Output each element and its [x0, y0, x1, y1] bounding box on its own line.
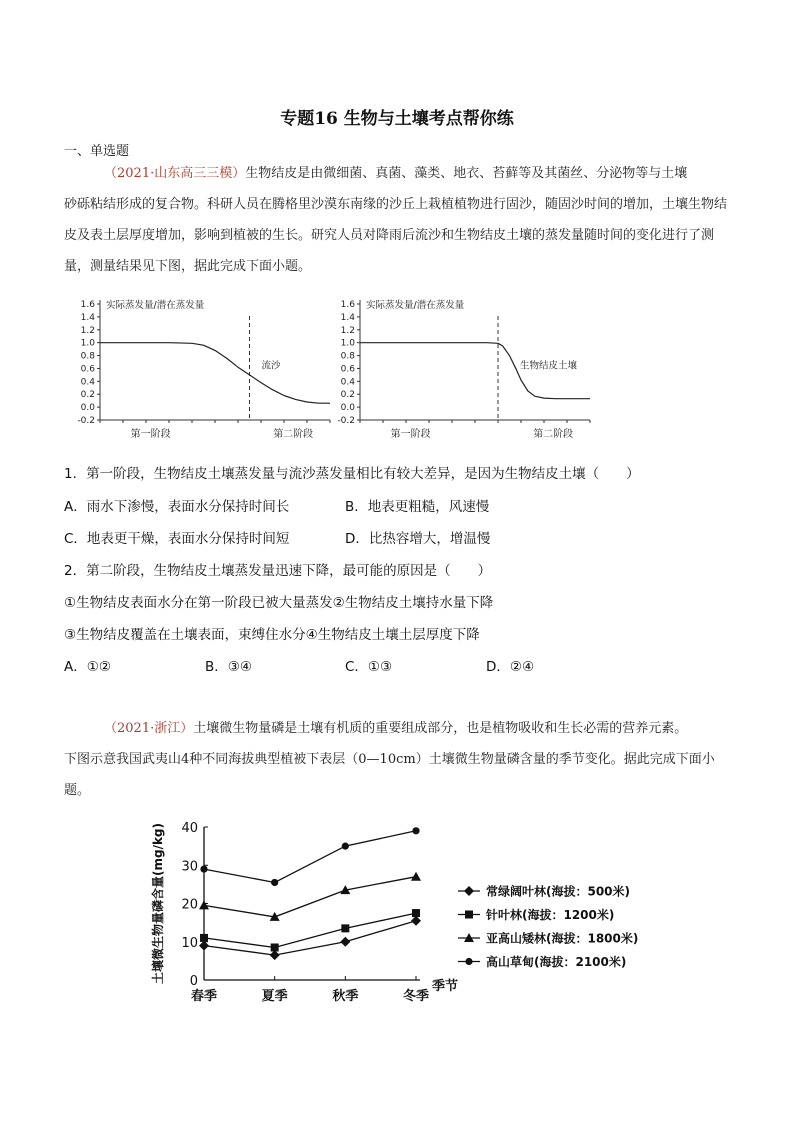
x-label-stage-1: 第一阶段: [390, 429, 431, 440]
question-1-stem: 1．第一阶段，生物结皮土壤蒸发量与流沙蒸发量相比有较大差异，是因为生物结皮土壤（ ）: [64, 466, 640, 482]
chart-sand-plot: [77, 299, 330, 440]
passage-2-source: （2021·浙江）: [104, 721, 194, 736]
series-line-triangle: [204, 877, 416, 917]
data-point-diamond: [411, 916, 421, 926]
y-tick-label: 30: [181, 859, 198, 875]
x-tick-label: 秋季: [332, 989, 359, 1004]
data-point-circle: [271, 879, 278, 886]
question-2-option-d[interactable]: D．②④: [486, 659, 535, 675]
passage-1-rest: 砂砾粘结形成的复合物。科研人员在腾格里沙漠东南缘的沙丘上栽植植物进行固沙，随固沙时间的增加，土壤生物结皮及表土层厚度增加，影响到植被的生长。研究人员对降雨后流沙和生物结皮土壤的蒸发量随时间的变化进行了测量，测量结果见下图，据此完成下面小题。: [64, 197, 728, 274]
y-tick-label: 1.6: [80, 300, 95, 310]
x-tick-label: 冬季: [402, 989, 430, 1004]
data-point-square: [271, 943, 279, 951]
y-tick-label: 0.0: [340, 403, 355, 414]
data-point-diamond: [340, 937, 350, 947]
curve-label: 生物结皮土壤: [520, 360, 578, 372]
y-tick-label: 1.4: [80, 312, 95, 323]
question-1-option-d[interactable]: D．比热容增大，增温慢: [345, 531, 491, 547]
chart-phosphorus-plot: [150, 821, 638, 1004]
passage-2-line1: 土壤微生物量磷是土壤有机质的重要组成部分，也是植物吸收和生长必需的营养元素。: [193, 721, 688, 736]
x-axis-label: 季节: [432, 979, 459, 994]
y-tick-label: 1.2: [340, 325, 355, 336]
chart-title: 实际蒸发量/潜在蒸发量: [106, 300, 205, 311]
legend-entry: 常绿阔叶林(海拔：500米): [486, 884, 631, 899]
y-tick-label: 1.0: [80, 338, 95, 349]
question-2-statement-1-2: ①生物结皮表面水分在第一阶段已被大量蒸发②生物结皮土壤持水量下降: [64, 595, 494, 611]
page-title: 专题16 生物与土壤考点帮你练: [280, 109, 514, 129]
data-point-circle: [200, 865, 207, 872]
data-point-circle: [465, 958, 472, 965]
x-tick-label: 春季: [190, 989, 218, 1004]
data-point-triangle: [411, 872, 421, 881]
series-line-circle: [204, 831, 416, 883]
x-label-stage-2: 第二阶段: [273, 429, 314, 440]
data-point-square: [200, 934, 208, 942]
question-2-option-b[interactable]: B．③④: [205, 659, 252, 675]
chart-phosphorus: [148, 814, 668, 1014]
legend-entry: 亚高山矮林(海拔：1800米): [486, 931, 639, 946]
question-2-stem: 2．第二阶段，生物结皮土壤蒸发量迅速下降，最可能的原因是（ ）: [64, 563, 492, 579]
y-tick-label: 1.2: [80, 325, 95, 336]
chart-crust: [336, 290, 598, 446]
y-tick-label: 0.4: [340, 377, 355, 388]
y-tick-label: 1.0: [340, 338, 355, 349]
chart-sand: [62, 290, 338, 446]
data-point-triangle: [199, 900, 209, 909]
passage-2: [64, 713, 730, 806]
x-label-stage-1: 第一阶段: [130, 429, 171, 440]
data-point-diamond: [270, 950, 280, 960]
passage-1: [64, 158, 730, 282]
curve-label: 流沙: [261, 360, 281, 372]
y-tick-label: 0.2: [80, 390, 95, 401]
legend-entry: 高山草甸(海拔：2100米): [486, 955, 627, 969]
y-tick-label: 20: [181, 897, 198, 913]
y-tick-label: 0.6: [80, 364, 95, 375]
y-tick-label: 40: [181, 821, 198, 836]
y-tick-label: 1.4: [340, 312, 355, 323]
y-tick-label: 0.4: [80, 377, 95, 388]
y-tick-label: -0.2: [77, 416, 95, 426]
y-tick-label: 0.6: [340, 364, 355, 375]
y-tick-label: 0.0: [80, 403, 95, 414]
series-line: [100, 343, 330, 404]
chart-crust-plot: [337, 299, 590, 440]
y-tick-label: 1.6: [340, 300, 355, 310]
y-tick-label: -0.2: [337, 416, 355, 426]
data-point-circle: [412, 827, 419, 834]
legend-entry: 针叶林(海拔：1200米): [486, 908, 615, 922]
chart-title: 实际蒸发量/潜在蒸发量: [366, 300, 465, 311]
question-2-option-a[interactable]: A．①②: [64, 659, 111, 675]
passage-1-line1: 生物结皮是由微细菌、真菌、藻类、地衣、苔藓等及其菌丝、分泌物等与土壤: [245, 166, 688, 181]
data-point-circle: [342, 843, 349, 850]
question-2-option-c[interactable]: C．①③: [345, 659, 393, 675]
data-point-square: [341, 924, 349, 932]
data-point-diamond: [464, 886, 474, 896]
y-tick-label: 0.8: [80, 351, 95, 362]
question-1-option-b[interactable]: B．地表更粗糙，风速慢: [345, 499, 490, 515]
passage-2-rest: 下图示意我国武夷山4种不同海拔典型植被下表层（0—10cm）土壤微生物量磷含量的季节变化。据此完成下面小题。: [64, 752, 715, 798]
section-heading: 一、单选题: [64, 144, 130, 159]
data-point-square: [465, 911, 473, 919]
y-tick-label: 0.8: [340, 351, 355, 362]
question-1-option-c[interactable]: C．地表更干燥，表面水分保持时间短: [64, 531, 290, 547]
y-axis-label: 土壤微生物量磷含量(mg/kg): [151, 822, 165, 985]
y-tick-label: 0.2: [340, 390, 355, 401]
x-tick-label: 夏季: [261, 989, 288, 1004]
question-1-option-a[interactable]: A．雨水下渗慢，表面水分保持时间长: [64, 499, 290, 515]
data-point-square: [412, 909, 420, 917]
y-tick-label: 0: [189, 974, 198, 989]
y-tick-label: 10: [181, 935, 198, 951]
x-label-stage-2: 第二阶段: [533, 429, 574, 440]
question-2-statement-3-4: ③生物结皮覆盖在土壤表面，束缚住水分④生物结皮土壤土层厚度下降: [64, 627, 480, 643]
passage-1-source: （2021·山东高三三模）: [104, 166, 246, 181]
